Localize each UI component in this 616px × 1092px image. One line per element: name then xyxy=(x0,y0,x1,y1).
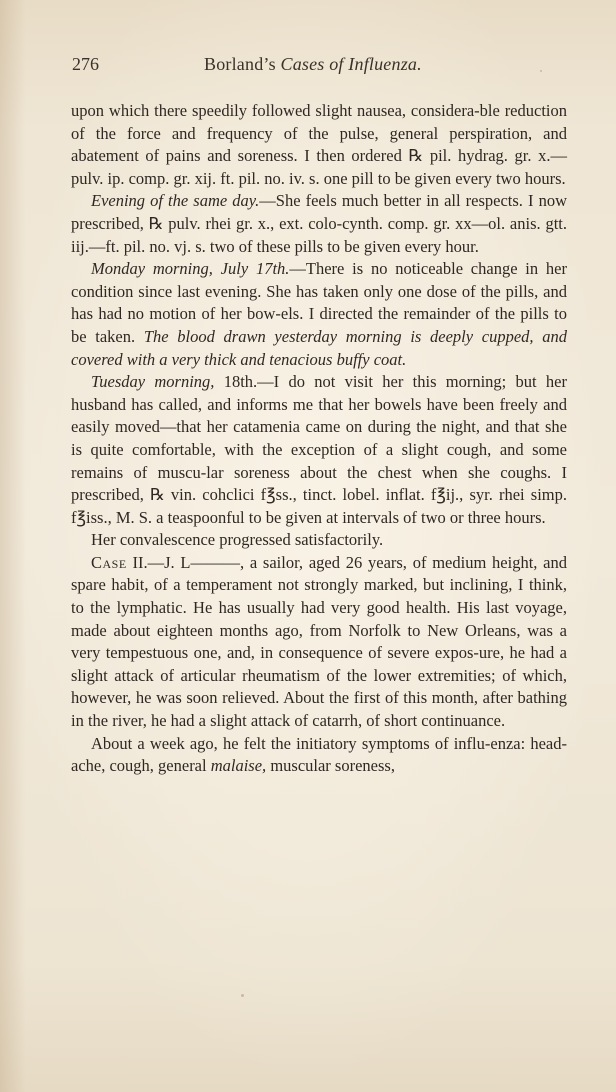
paragraph-7-italic: malaise, xyxy=(210,756,267,776)
paragraph-6-lead: Case xyxy=(91,552,127,572)
paragraph-4-lead: Tuesday morning, xyxy=(91,372,215,392)
paragraph-4 xyxy=(71,371,567,529)
paragraph-4-body: 18th.—I do not visit her this morning; but her husband has called, and informs me that her bowels have been freely and easily moved—that her catamenia came on during the night, and that she is quite comfortable, with the exception of a slight cough, and some remains of muscu-lar soreness about the chest when she coughs. I prescribed, ℞ vin. cohclici f℥ss., tinct. lobel. inflat. f℥ij., syr. rhei simp. f℥iss., M. S. a teaspoonful to be given at intervals of two or three hours. xyxy=(71,372,567,527)
paragraph-3-lead: Monday morning, July 17th. xyxy=(91,259,290,279)
paragraph-7-tail: muscular soreness, xyxy=(266,756,395,776)
paragraph-2-lead: Evening of the same day. xyxy=(91,191,260,211)
paragraph-7 xyxy=(71,733,567,778)
paragraph-5: Her convalescence progressed satisfactorily. xyxy=(91,530,384,550)
page-number: 276 xyxy=(72,54,99,74)
paragraph-3-body: —There is no noticeable change in her condition since last evening. She has taken only one dose of the pills, and has had no motion of her bow-els. I directed the remainder of the pills to be taken. xyxy=(71,259,567,346)
paragraph-6-body: II.—J. L———, a sailor, aged 26 years, of medium height, and spare habit, of a temperament not strongly marked, but inclining, I think, to the lymphatic. He has usually had very good health. His last voyage, made about eighteen months ago, from Norfolk to New Orleans, was a very tempestuous one, and, in consequence of severe expos-ure, he had a slight attack of articular rheumatism of the lower extremities; of which, however, he was soon relieved. About the first of this month, after bathing in the river, he had a slight attack of catarrh, of short continuance. xyxy=(71,552,567,731)
paper-speck xyxy=(540,70,542,72)
paper-speck xyxy=(241,994,244,997)
paragraph-1: upon which there speedily followed slight nausea, considera-ble reduction of the force and frequency of the pulse, general perspiration, and abatement of pains and soreness. I then ordered ℞ pil. hydrag. gr. x.—pulv. ip. comp. gr. xij. ft. pil. no. iv. s. one pill to be given every two hours. xyxy=(71,101,567,188)
paragraph-2 xyxy=(71,190,567,258)
paragraph-6 xyxy=(71,552,567,733)
running-title-italic: Cases of Influenza. xyxy=(280,54,422,74)
body-text xyxy=(71,100,567,778)
running-title-prefix: Borland’s xyxy=(204,54,281,74)
paragraph-2-body: —She feels much better in all respects. I now prescribed, ℞ pulv. rhei gr. x., ext. colo-cynth. comp. gr. xx—ol. anis. gtt. iij.—ft. pil. no. vj. s. two of these pills to be given every hour. xyxy=(71,191,567,256)
running-title xyxy=(204,54,422,75)
paragraph-3-italic: The blood drawn yesterday morning is deeply cupped, and covered with a very thick and tenacious buffy coat. xyxy=(71,326,568,369)
running-head xyxy=(72,54,566,78)
paragraph-3 xyxy=(71,258,567,371)
paragraph-7-body: About a week ago, he felt the initiatory symptoms of influ-enza: head-ache, cough, general xyxy=(71,733,567,776)
